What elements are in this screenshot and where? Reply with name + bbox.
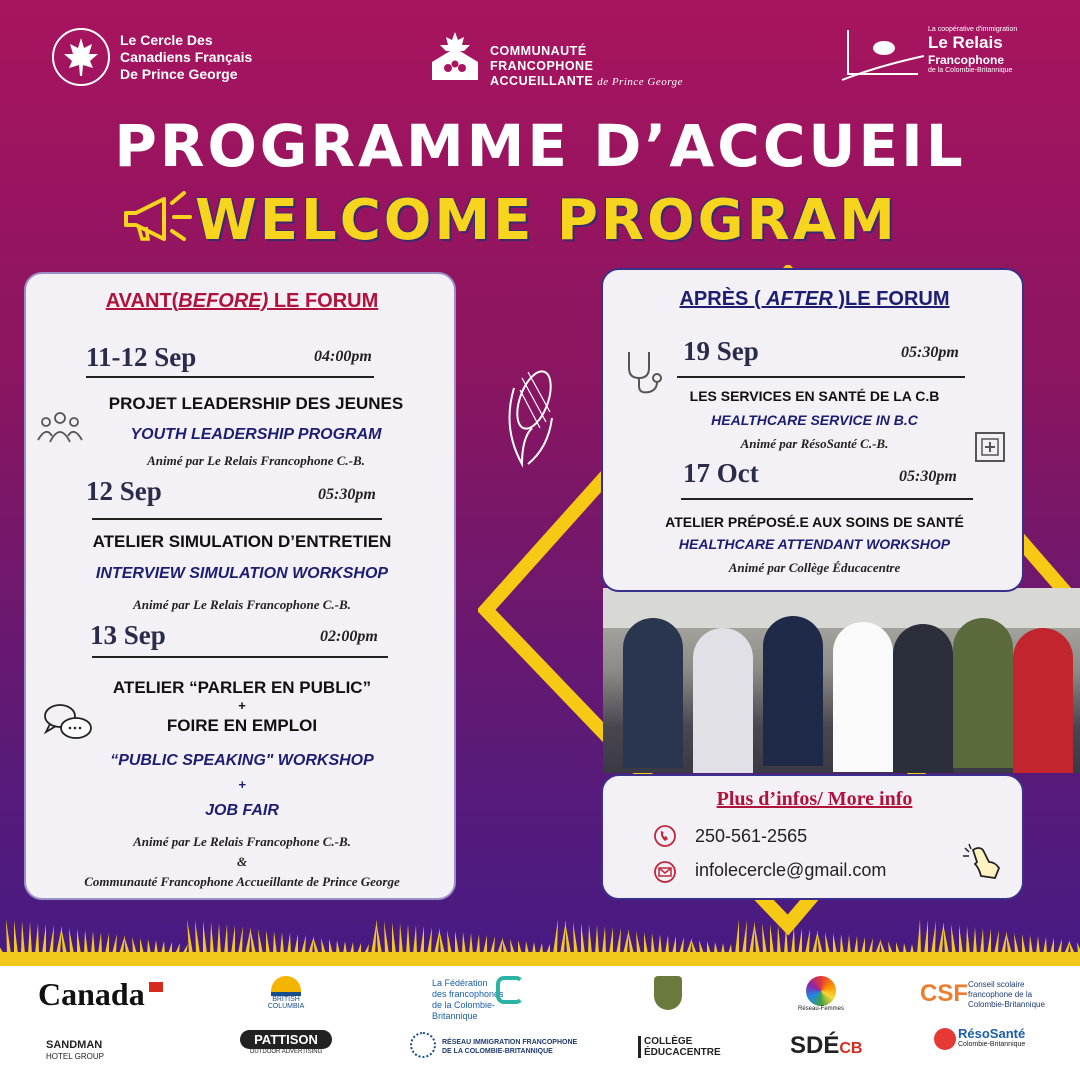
event-title-en: “PUBLIC SPEAKING" WORKSHOP: [110, 752, 374, 769]
regional-badge-icon: [654, 976, 682, 1010]
sponsor-canada-text: Canada: [38, 976, 145, 1012]
event-time: 05:30pm: [318, 486, 376, 503]
event-title-en: YOUTH LEADERSHIP PROGRAM: [130, 426, 382, 443]
sponsor-csf: [920, 980, 968, 1008]
event-date: 13 Sep: [90, 620, 166, 650]
phone-icon: [653, 824, 677, 848]
event-title-fr: LES SERVICES EN SANTÉ DE LA C.B: [689, 388, 940, 404]
sponsor-reso-text: Colombie-Britannique: [958, 1041, 1026, 1048]
logo-communaute: [426, 30, 686, 86]
event-title-fr: ATELIER PRÉPOSÉ.E AUX SOINS DE SANTÉ: [665, 514, 964, 530]
sponsor-rif-line1: RÉSEAU IMMIGRATION FRANCOPHONE: [442, 1039, 578, 1046]
relais-frame-icon: [838, 26, 928, 86]
sponsor-csf-line2: francophone de la: [968, 990, 1033, 999]
event-time: 05:30pm: [899, 468, 957, 485]
event-title-en: HEALTHCARE ATTENDANT WORKSHOP: [678, 536, 951, 552]
event-title-en: JOB FAIR: [205, 802, 279, 819]
divider: [92, 518, 382, 520]
sponsor-sandman-line2: HOTEL GROUP: [46, 1052, 104, 1061]
divider: [86, 376, 374, 378]
logo-cercle-line2: Canadiens Français: [120, 49, 253, 65]
reso-icon: [934, 1028, 956, 1050]
before-forum-card: [24, 272, 456, 900]
sponsor-csf-logo: CSF: [920, 980, 968, 1007]
logo-cercle-line3: De Prince George: [120, 66, 238, 82]
after-heading: [603, 288, 1026, 311]
sponsor-bc: [262, 976, 310, 1010]
sponsor-bc-line2: COLUMBIA: [267, 1003, 305, 1010]
event-date: 11-12 Sep: [86, 342, 197, 372]
sponsor-sandman: [46, 1040, 104, 1062]
logo-communaute-line1: COMMUNAUTÉ FRANCOPHONE: [490, 44, 594, 73]
event-date: 17 Oct: [683, 458, 759, 488]
logo-cercle: [52, 28, 292, 90]
sponsor-college: [638, 1036, 721, 1058]
plus-sign: +: [238, 698, 246, 713]
canada-flag-icon: [149, 982, 163, 992]
sponsor-csf-line1: Conseil scolaire: [968, 980, 1025, 989]
plus-sign: +: [238, 777, 246, 792]
sponsor-reso: [958, 1028, 1025, 1050]
network-icon: [410, 1032, 436, 1058]
speech-bubbles-icon: [42, 702, 94, 742]
before-heading-post: LE FORUM: [268, 290, 379, 312]
event-date: 12 Sep: [86, 476, 162, 506]
grass-decoration: [0, 918, 1080, 966]
sponsor-strip: [0, 966, 1080, 1080]
event-date: 19 Sep: [683, 336, 759, 366]
corn-icon: [492, 358, 564, 468]
event-host: Animé par Le Relais Francophone C.-B.: [133, 597, 351, 612]
divider: [677, 376, 965, 378]
sponsor-rf: [796, 976, 846, 1012]
event-title-en: HEALTHCARE SERVICE IN B.C: [711, 412, 918, 428]
after-heading-post: )LE FORUM: [832, 288, 950, 310]
logo-relais-line3: de la Colombie-Britannique: [928, 67, 1013, 74]
logo-cercle-line1: Le Cercle Des: [120, 32, 213, 48]
sponsor-bc-line1: BRITISH: [272, 996, 300, 1003]
medical-kit-icon: [973, 430, 1007, 464]
flower-icon: [806, 976, 836, 1006]
phone-link[interactable]: 250-561-2565: [695, 826, 808, 846]
sponsor-pattison-text: OUTDOOR ADVERTISING: [249, 1049, 323, 1055]
event-time: 02:00pm: [320, 628, 378, 645]
before-heading-pre: AVANT(: [105, 290, 179, 312]
logo-relais: [838, 24, 1038, 90]
sponsor-fed-line3: de la Colombie-Britannique: [432, 1000, 496, 1021]
sponsor-rif-line2: DE LA COLOMBIE-BRITANNIQUE: [442, 1048, 553, 1055]
pointing-hand-icon: [961, 842, 1005, 886]
sponsor-rf-text: Réseau-Femmes: [797, 1006, 844, 1012]
sponsor-sde-suffix: CB: [839, 1040, 863, 1057]
title-english: WELCOME PROGRAM: [195, 188, 898, 253]
maple-leaf-icon: [52, 28, 110, 86]
sponsor-pattison-logo: PATTISON: [240, 1030, 332, 1049]
before-heading: [26, 290, 458, 313]
event-title-fr: FOIRE EN EMPLOI: [166, 716, 318, 735]
group-photo: [603, 588, 1080, 773]
event-title-fr: ATELIER SIMULATION D’ENTRETIEN: [92, 532, 392, 551]
sponsor-csf-line3: Colombie-Britannique: [968, 1000, 1045, 1009]
sponsor-fed-line1: La Fédération: [432, 978, 488, 988]
sponsor-pattison: [240, 1030, 332, 1055]
megaphone-icon: [118, 183, 196, 245]
sponsor-college-line2: ÉDUCACENTRE: [644, 1047, 721, 1058]
sponsor-college-line1: COLLÈGE: [644, 1036, 693, 1047]
logo-relais-tag: La coopérative d'immigration: [928, 26, 1018, 33]
ampersand: &: [236, 854, 248, 869]
sponsor-fed-line2: des francophones: [432, 989, 504, 999]
divider: [681, 498, 973, 500]
more-info-card: [601, 774, 1024, 900]
logo-communaute-script: de Prince George: [597, 76, 683, 88]
sponsor-sde: [790, 1032, 862, 1060]
after-heading-pre: APRÈS (: [679, 288, 767, 310]
event-host: Animé par Collège Éducacentre: [728, 560, 901, 575]
sponsor-sde-logo: SDÉ: [790, 1032, 840, 1059]
sponsor-sandman-line1: SANDMAN: [46, 1039, 103, 1051]
sponsor-reso-logo: RésoSanté: [958, 1026, 1026, 1041]
event-host: Animé par RésoSanté C.-B.: [740, 436, 889, 451]
before-heading-em: BEFORE): [178, 290, 269, 312]
event-time: 05:30pm: [901, 344, 959, 361]
event-title-fr: PROJET LEADERSHIP DES JEUNES: [108, 394, 404, 413]
logo-relais-line2: Francophone: [928, 53, 1005, 67]
event-title-fr: ATELIER “PARLER EN PUBLIC”: [112, 678, 372, 697]
sun-icon: [271, 976, 301, 996]
event-title-en: INTERVIEW SIMULATION WORKSHOP: [95, 565, 389, 582]
title-french: PROGRAMME D’ACCUEIL: [114, 112, 966, 180]
event-host: Animé par Le Relais Francophone C.-B.: [133, 834, 351, 849]
event-host: Animé par Le Relais Francophone C.-B.: [147, 453, 365, 468]
sponsor-canada: [38, 976, 163, 1013]
logo-relais-line1: Le Relais: [928, 33, 1003, 52]
after-forum-card: [601, 268, 1024, 592]
more-info-heading: Plus d’infos/ More info: [716, 788, 913, 810]
after-heading-em: AFTER: [766, 288, 833, 310]
divider: [92, 656, 388, 658]
sponsor-csf-text: [968, 980, 1045, 1010]
sponsor-rif: [442, 1038, 577, 1056]
email-icon: [653, 860, 677, 884]
event-host: Communauté Francophone Accueillante de Prince George: [84, 874, 400, 889]
email-link[interactable]: infolecercle@gmail.com: [695, 860, 887, 880]
event-time: 04:00pm: [314, 348, 372, 365]
fed-logo-icon: [496, 976, 524, 1004]
community-house-icon: [426, 30, 484, 82]
logo-communaute-line2: ACCUEILLANTE: [490, 74, 594, 88]
